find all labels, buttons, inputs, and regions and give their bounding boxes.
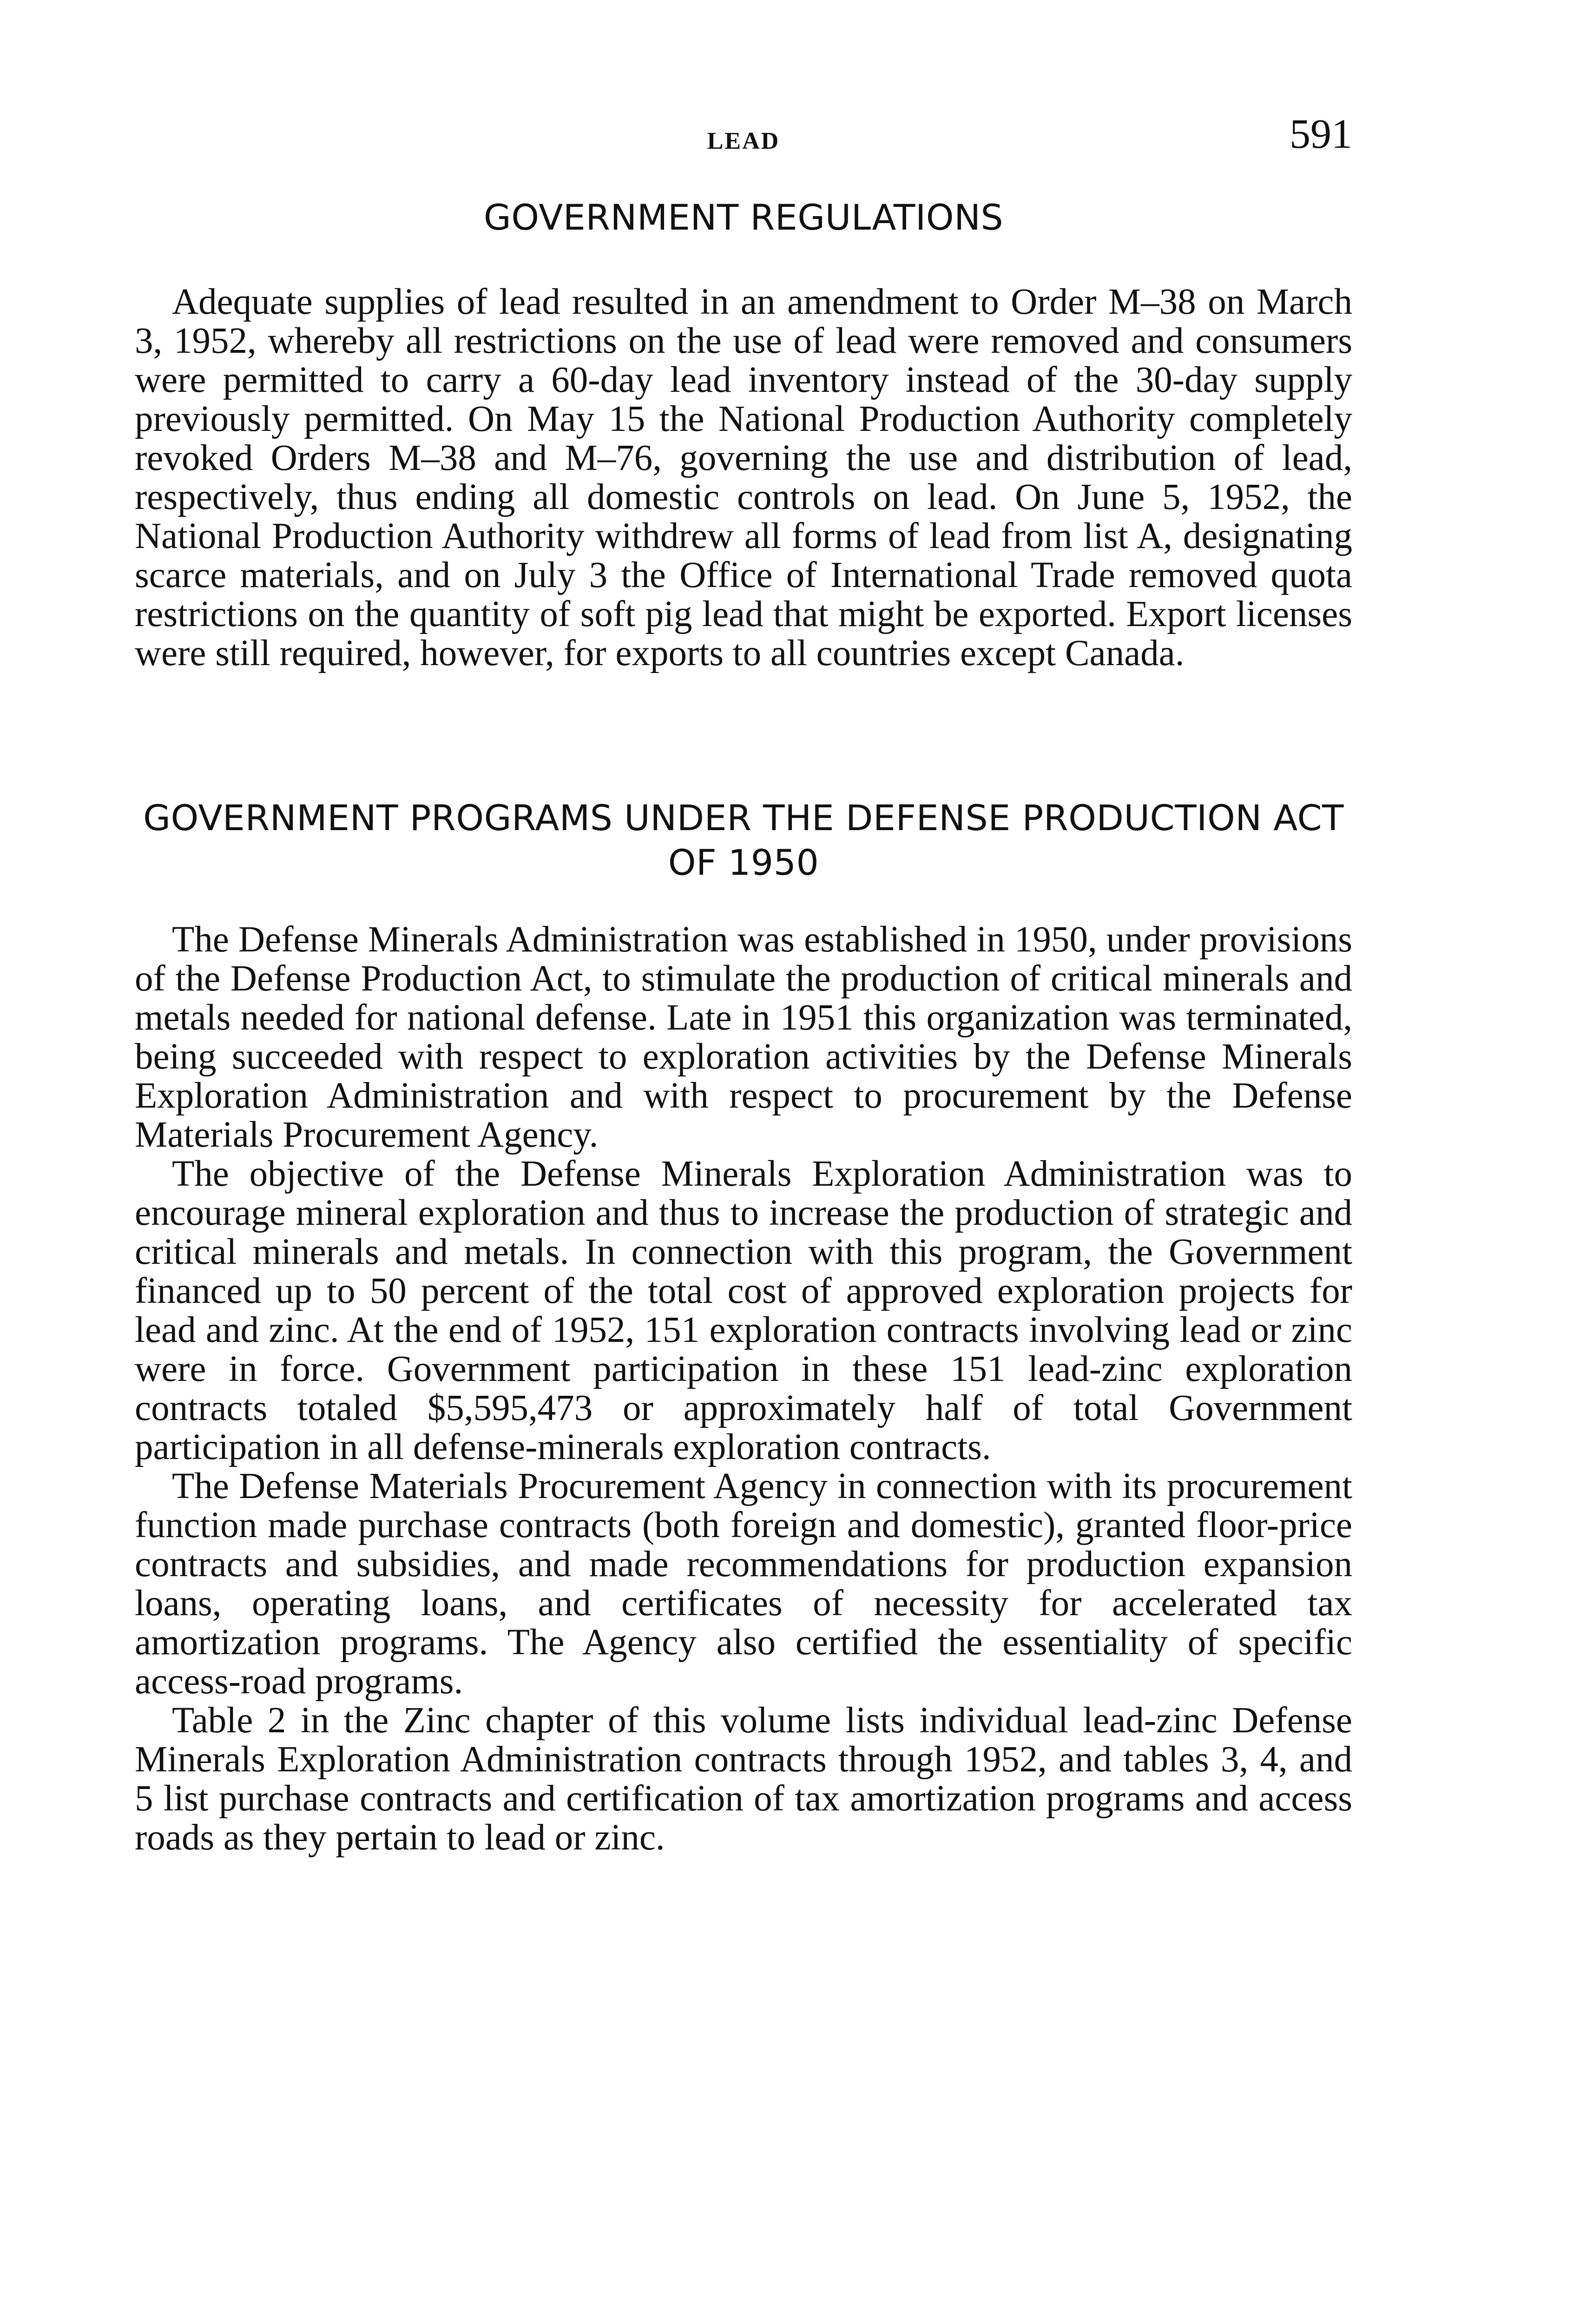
page-number: 591: [1290, 111, 1352, 157]
paragraph: The objective of the Defense Minerals Exploration Administration was to encourage mineral exploration and thus to increase the production of strategic and critical minerals and metals. In connection with this program, the Government financed up to 50 percent of the total cost of approved exploration projects for lead and zinc. At the end of 1952, 151 exploration contracts involving lead or zinc were in force. Government participation in these 151 lead-zinc exploration contracts totaled $5,595,473 or approximately half of total Government participation in all defense-minerals exploration contracts.: [135, 1154, 1352, 1467]
paragraph: Table 2 in the Zinc chapter of this volume lists individual lead-zinc Defense Minerals Exploration Administration contracts through 1952, and tables 3, 4, and 5 list purchase contracts and certification of tax amortization programs and access roads as they pertain to lead or zinc.: [135, 1700, 1352, 1858]
paragraph: The Defense Materials Procurement Agency in connection with its procurement function made purchase contracts (both foreign and domestic), granted floor-price contracts and subsidies, and made recommendations for production expansion loans, operating loans, and certificates of necessity for accelerated tax amortization programs. The Agency also certified the essentiality of specific access-road programs.: [135, 1466, 1352, 1702]
section-body-defense-production-act: [135, 920, 1352, 1857]
paragraph: The Defense Minerals Administration was established in 1950, under provisions of the Defense Production Act, to stimulate the production of critical minerals and metals needed for national defense. Late in 1951 this organization was terminated, being succeeded with respect to exploration activities by the Defense Minerals Exploration Administration and with respect to procurement by the Defense Materials Procurement Agency.: [135, 919, 1352, 1155]
running-header: [135, 113, 1352, 165]
running-title: LEAD: [707, 128, 780, 154]
section-heading-government-regulations: GOVERNMENT REGULATIONS: [483, 197, 1004, 238]
section-heading-defense-production-act: GOVERNMENT PROGRAMS UNDER THE DEFENSE PRODUCTION ACT OF 1950: [143, 797, 1344, 883]
paragraph: Adequate supplies of lead resulted in an amendment to Order M–38 on March 3, 1952, whereby all restrictions on the use of lead were removed and consumers were permitted to carry a 60-day lead inventory instead of the 30-day supply previously permitted. On May 15 the National Production Authority completely revoked Orders M–38 and M–76, governing the use and distribution of lead, respectively, thus ending all domestic controls on lead. On June 5, 1952, the National Production Authority withdrew all forms of lead from list A, designating scarce materials, and on July 3 the Office of International Trade removed quota restrictions on the quantity of soft pig lead that might be exported. Export licenses were still required, however, for exports to all countries except Canada.: [135, 282, 1352, 673]
section-body-government-regulations: [135, 283, 1352, 673]
